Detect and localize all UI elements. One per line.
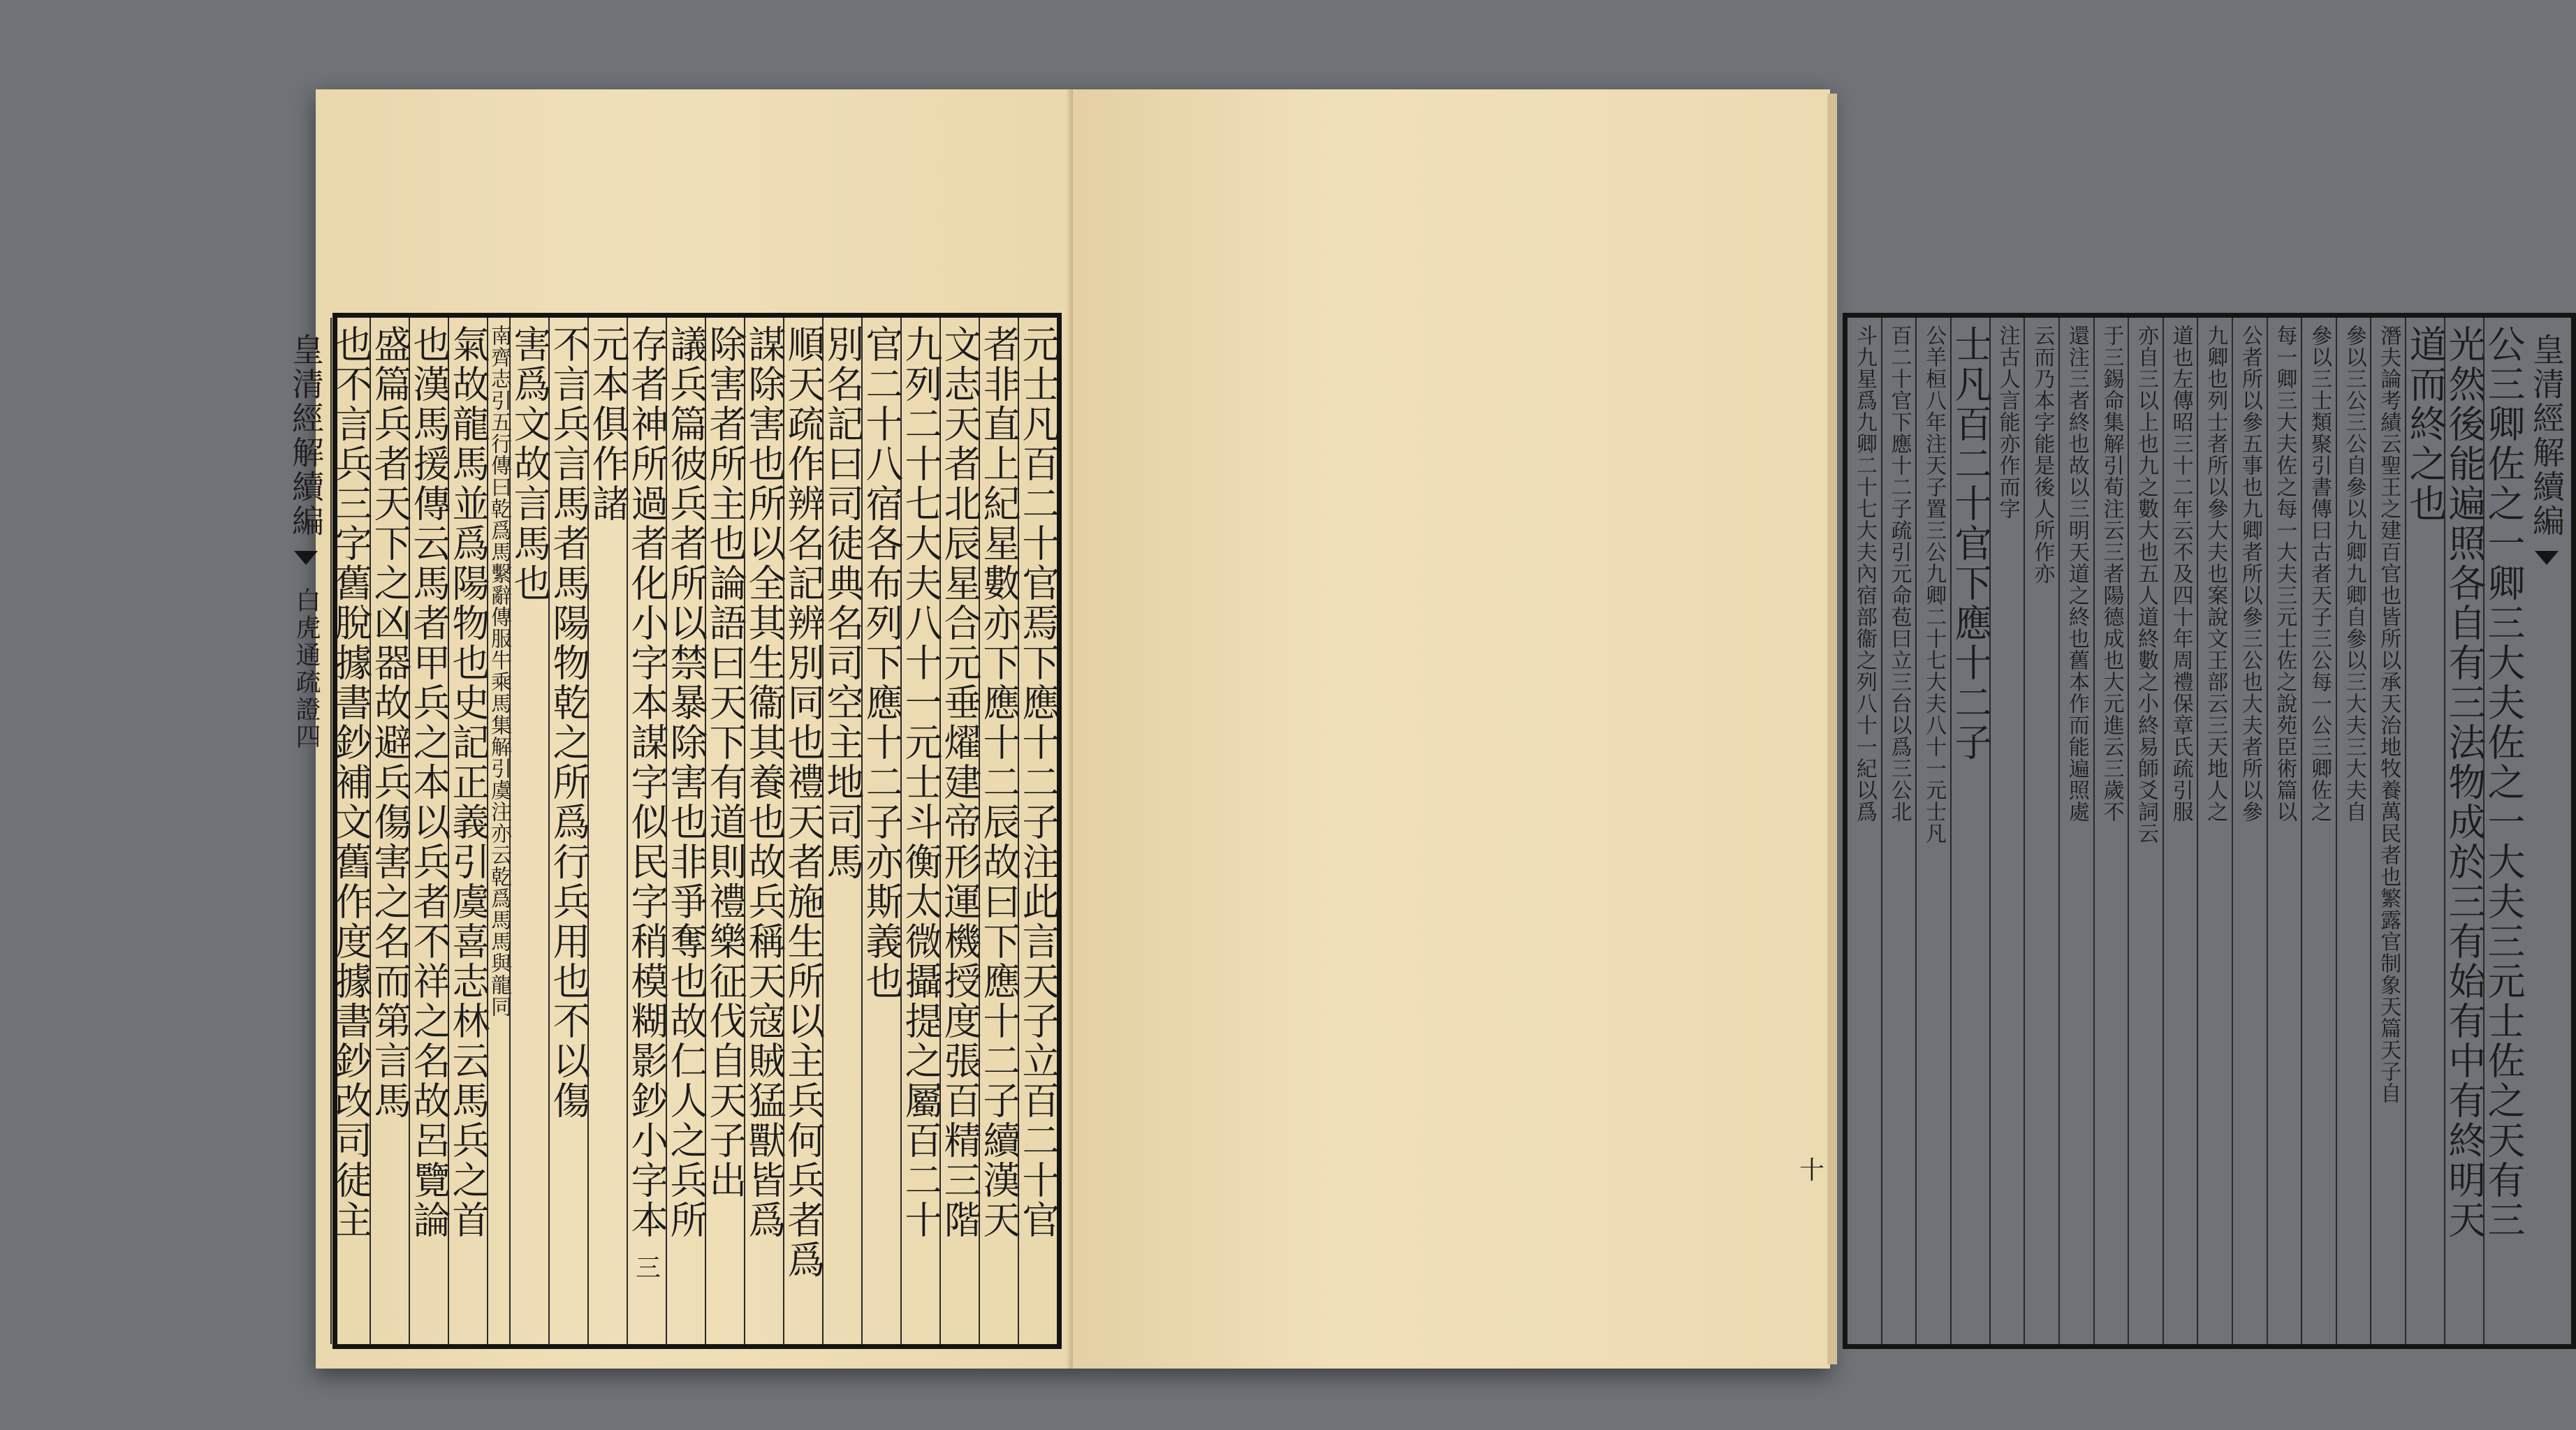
text-column <box>2058 318 2093 1344</box>
text-column <box>329 318 373 1344</box>
column-text: 公三卿佐之一卿三大夫佐之一大夫三元士佐之天有三 <box>2482 325 2526 1240</box>
column-text: 者非直上紀星數亦下應十二辰故曰下應十二子續漢天 <box>977 325 1021 1240</box>
column-text: 也漢馬援傳云馬者甲兵之本以兵者不祥之名故呂覽論 <box>407 325 451 1240</box>
text-column <box>821 318 865 1344</box>
text-column <box>508 318 552 1344</box>
text-column <box>664 318 708 1344</box>
column-text: 盛篇兵者天下之凶器故避兵傷害之名而第言馬 <box>368 325 412 1121</box>
column-text: 于三錫命集解引荀注云三者陽德成也大元進云三歲不 <box>2099 325 2124 823</box>
column-text: 公羊桓八年注天子置三公九卿二十七大夫八十一元士凡 <box>1922 325 1947 844</box>
annotation-text: 潛夫論考績云聖王之建百官也皆所以承天治地牧養萬民者也繁露官制象天篇天子自 <box>2376 325 2401 1104</box>
text-column <box>1989 318 2024 1344</box>
text-column <box>1948 318 1993 1344</box>
column-text: 不言兵言馬者馬陽物乾之所爲行兵用也不以傷 <box>547 325 591 1121</box>
fish-tail-mark <box>2535 551 2559 565</box>
text-column <box>782 318 826 1344</box>
column-text: 注古人言能亦作而字 <box>1995 325 2020 519</box>
text-column <box>2093 318 2128 1344</box>
column-text: 官二十八宿各布列下應十二子亦斯義也 <box>860 325 904 1001</box>
text-column <box>2267 318 2301 1344</box>
book-spread <box>287 89 2566 1369</box>
column-text: 文志天者北辰星合元垂燿建帝形運機授度張百精三階 <box>938 325 982 1240</box>
text-column <box>703 318 747 1344</box>
text-column <box>2232 318 2267 1344</box>
text-column <box>977 318 1021 1344</box>
column-text: 元本俱作諸 <box>586 325 630 524</box>
text-column <box>1847 318 1881 1344</box>
text-column <box>860 318 904 1344</box>
left-margin-strip <box>281 318 330 1344</box>
column-text: 別名記曰司徒典名司空主地司馬 <box>821 325 865 882</box>
column-text: 每一卿三大夫佐之每一大夫三元士佐之說苑臣術篇以 <box>2272 325 2297 823</box>
text-column <box>2301 318 2336 1344</box>
column-text: 害爲文故言馬也 <box>508 325 552 603</box>
text-column <box>1915 318 1950 1344</box>
book-title: 皇清經解續編 <box>2528 333 2566 538</box>
column-text: 參以三公三公自參以九卿九卿自參以三大夫三大夫自 <box>2341 325 2366 823</box>
text-column <box>2024 318 2058 1344</box>
text-column <box>2128 318 2162 1344</box>
text-column <box>2336 318 2371 1344</box>
column-text: 斗九星爲九卿二十七大夫內宿部衞之列八十一紀以爲 <box>1852 325 1877 823</box>
column-text: 道而終之也 <box>2403 325 2447 524</box>
text-column <box>625 318 669 1344</box>
column-text: 順天疏作辨名記辨別同也禮天者施生所以主兵何兵者爲 <box>782 325 826 1280</box>
text-column <box>446 318 490 1344</box>
column-text: 公者所以參五事也九卿者所以參三公也大夫者所以參 <box>2237 325 2262 823</box>
text-column <box>2197 318 2232 1344</box>
left-page <box>287 89 1074 1369</box>
text-column <box>368 318 412 1344</box>
text-column <box>407 318 451 1344</box>
column-text: 氣故龍馬並爲陽物也史記正義引虞喜志林云馬兵之首 <box>446 325 490 1240</box>
chapter-title: 白虎通疏證四 <box>292 587 321 751</box>
column-text: 議兵篇彼兵者所以禁暴除害也非爭奪也故仁人之兵所 <box>664 325 708 1240</box>
column-text: 除害者所主也論語曰天下有道則禮樂征伐自天子出 <box>703 325 747 1200</box>
column-text: 也不言兵三字舊脫據書鈔補文舊作度據書鈔改司徒主 <box>329 325 373 1240</box>
text-column <box>2403 318 2447 1344</box>
text-column <box>1881 318 1916 1344</box>
text-column <box>2443 318 2487 1344</box>
column-text: 九列二十七大夫八十一元士斗衡太微攝提之屬百二十 <box>899 325 943 1240</box>
text-column <box>1016 318 1060 1344</box>
text-column <box>742 318 786 1344</box>
text-column <box>586 318 630 1344</box>
column-text: 還注三者終也故以三明天道之終也舊本作而能遍照處 <box>2064 325 2089 823</box>
right-text-frame <box>1843 313 2576 1349</box>
text-column <box>547 318 591 1344</box>
right-margin-strip <box>2522 318 2571 1344</box>
book-title: 皇清經解續編 <box>287 333 325 538</box>
text-column <box>938 318 982 1344</box>
column-text: 參以三士類聚引書傳曰古者天子三公每一公三卿佐之 <box>2307 325 2332 823</box>
annotation-text: 南齊志引五行傳曰乾爲馬繫辭傳服牛乘馬集解引虞注亦云乾爲馬馬與龍同 <box>487 325 511 1017</box>
annotation-column <box>2370 318 2405 1344</box>
column-text: 亦自三以上也九之數大也五人道終數之小終易師爻詞云 <box>2134 325 2159 844</box>
column-text: 道也左傳昭三十二年云不及四十年周禮保章氏疏引服 <box>2168 325 2193 823</box>
text-column <box>2162 318 2197 1344</box>
column-text: 云而乃本字能是後人所作亦 <box>2030 325 2055 584</box>
left-text-frame <box>287 313 1062 1349</box>
column-text: 元士凡百二十官焉下應十二子注此言天子立百二十官 <box>1016 325 1060 1240</box>
column-text: 光然後能遍照各自有三法物成於三有始有中有終明天 <box>2443 325 2487 1240</box>
fish-tail-mark <box>294 551 318 565</box>
column-text: 百二十官下應十二子疏引元命苞曰立三台以爲三公北 <box>1887 325 1912 823</box>
left-page-number: 三 <box>636 1254 661 1283</box>
text-column <box>2482 318 2526 1344</box>
annotation-column <box>487 318 509 1344</box>
text-column <box>899 318 943 1344</box>
column-text: 存者神所過者化小字本謀字似民字稍模糊影鈔小字本 <box>625 325 669 1240</box>
column-text: 九卿也列士者所以參大夫也案說文王部云三天地人之 <box>2203 325 2228 823</box>
column-text: 謀除害也所以全其生衞其養也故兵稱天寇賊猛獸皆爲 <box>742 325 786 1240</box>
right-page <box>1073 89 2566 1369</box>
column-text: 士凡百二十官下應十二子 <box>1948 325 1993 762</box>
right-page-number: 十 <box>1799 1156 1825 1185</box>
